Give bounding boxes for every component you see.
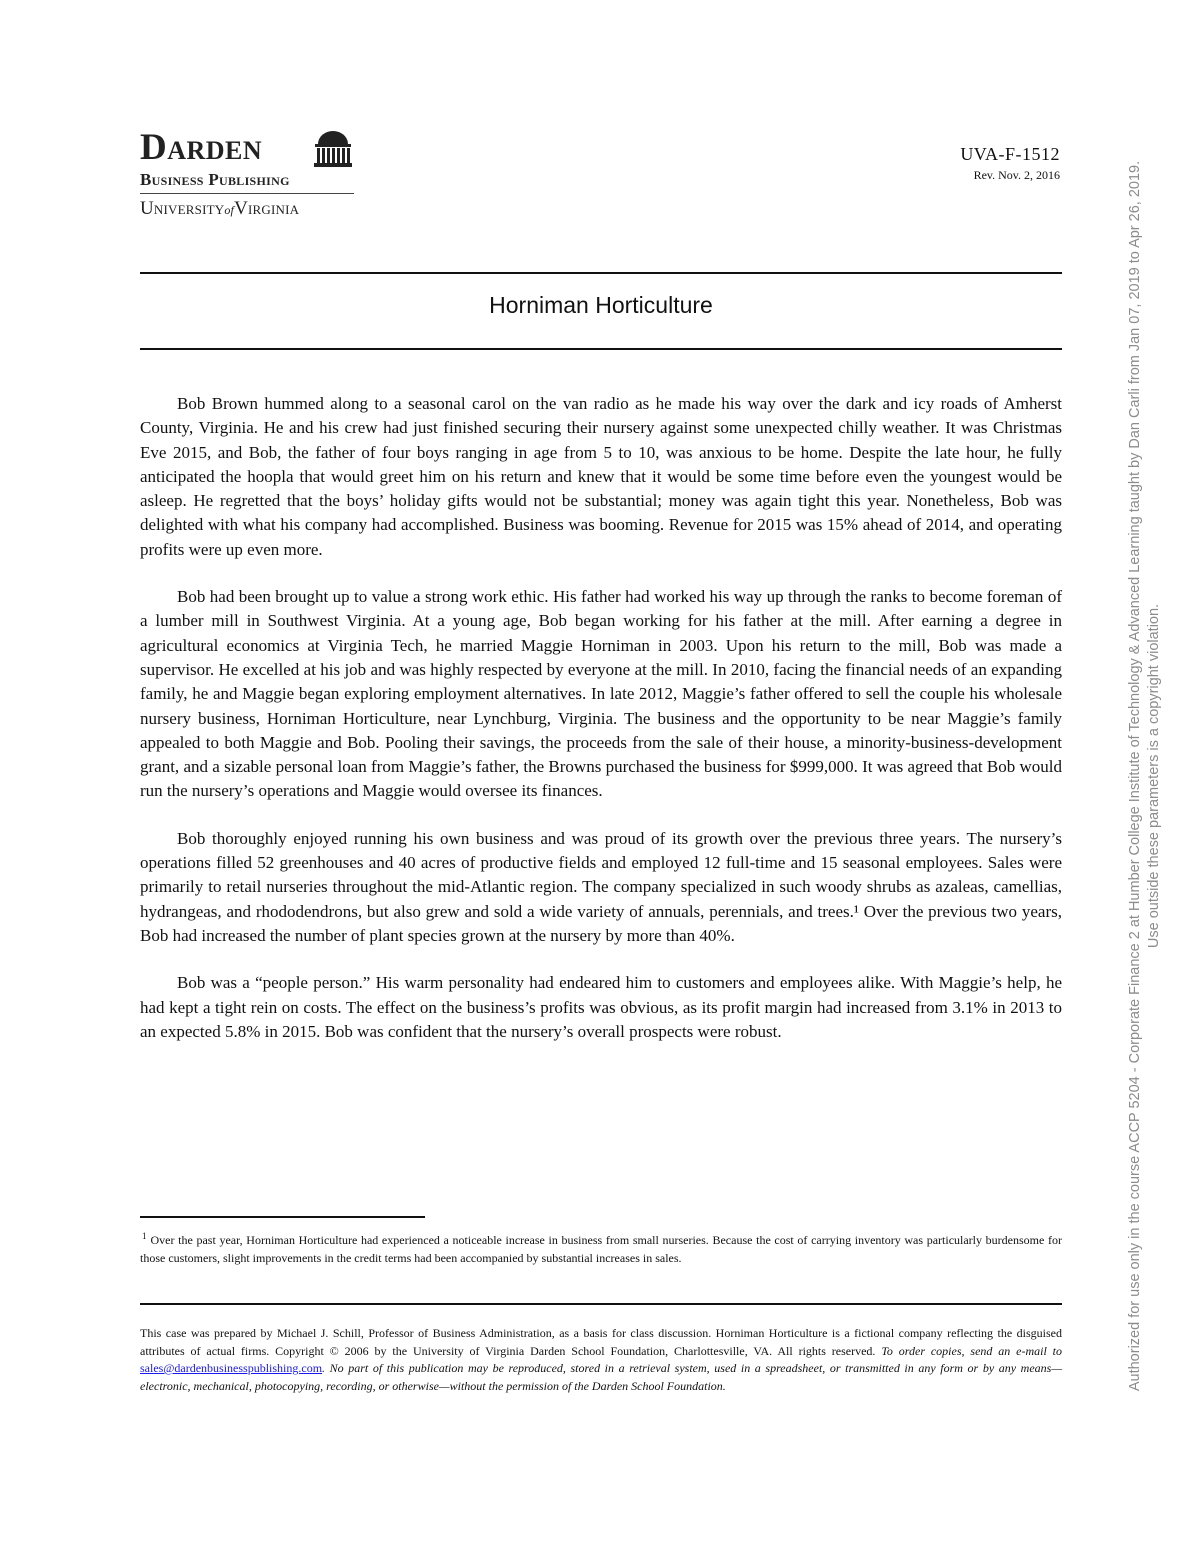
logo-business-publishing: Business Publishing <box>140 170 354 194</box>
darden-logo <box>140 128 370 220</box>
footnote-text: Over the past year, Horniman Horticulture had experienced a noticeable increase in business from small nurseries. Because the cost of carrying inventory was particularly burdensome for those customers, slight improvements in the credit terms had been accompanied by substantial increases in sales. <box>140 1233 1062 1265</box>
case-body <box>140 392 1062 1067</box>
logo-of: of <box>224 203 235 217</box>
paragraph: Bob had been brought up to value a strong work ethic. His father had worked his way up through the ranks to become foreman of a lumber mill in Southwest Virginia. At a young age, Bob began working for his father at the mill. After earning a degree in agricultural economics at Virginia Tech, he married Maggie Horniman in 2003. Upon his return to the mill, Bob was made a supervisor. He excelled at his job and was highly respected by everyone at the mill. In 2010, facing the financial needs of an expanding family, he and Maggie began exploring employment alternatives. In late 2012, Maggie’s father offered to sell the couple his wholesale nursery business, Horniman Horticulture, near Lynchburg, Virginia. The business and the opportunity to be near Maggie’s family appealed to both Maggie and Bob. Pooling their savings, the proceeds from the sale of their house, a minority-business-development grant, and a sizable personal loan from Maggie’s father, the Browns purchased the business for $999,000. It was agreed that Bob would run the nursery’s operations and Maggie would oversee its finances. <box>140 587 1062 801</box>
case-number-block <box>960 144 1060 183</box>
watermark-line-1: Authorized for use only in the course ACCP 5204 - Corporate Finance 2 at Humber College Institute of Technology & Advanced Learning taught by Dan Carli from Jan 07, 2019 to Apr 26, 2019. <box>1127 160 1143 1392</box>
page-title: Horniman Horticulture <box>489 292 713 318</box>
logo-university-of-virginia <box>140 198 370 220</box>
paragraph: Bob was a “people person.” His warm personality had endeared him to customers and employees alike. With Maggie’s help, he had kept a tight rein on costs. The effect on the business’s profits was obvious, as its profit margin had increased from 3.1% in 2013 to an expected 5.8% in 2015. Bob was confident that the nursery’s overall prospects were robust. <box>140 973 1062 1041</box>
footnote-number: 1 <box>142 1231 147 1241</box>
footnote <box>140 1228 1062 1267</box>
sales-email-link[interactable]: sales@dardenbusinesspublishing.com <box>140 1361 323 1375</box>
watermark-line-2: Use outside these parameters is a copyright violation. <box>1146 603 1162 949</box>
logo-darden-text: Darden <box>140 127 263 168</box>
logo-virginia: Virginia <box>234 198 300 219</box>
title-top-rule <box>140 272 1062 274</box>
logo-university: University <box>140 198 225 219</box>
preparation-note <box>140 1325 1062 1395</box>
case-id: UVA-F-1512 <box>960 144 1060 164</box>
paragraph: Bob thoroughly enjoyed running his own business and was proud of its growth over the previous three years. The nursery’s operations filled 52 greenhouses and 40 acres of productive fields and employed 12 full-time and 15 seasonal employees. Sales were primarily to retail nurseries throughout the mid-Atlantic region. The company specialized in such woody shrubs as azaleas, camellias, hydrangeas, and rhododendrons, but also grew and sold a wide variety of annuals, perennials, and trees.¹ Over the previous two years, Bob had increased the number of plant species grown at the nursery by more than 40%. <box>140 828 1062 945</box>
revision-date: Rev. Nov. 2, 2016 <box>973 168 1060 182</box>
rotunda-icon <box>312 130 354 168</box>
preparation-text: This case was prepared by Michael J. Schill, Professor of Business Administration, as a basis for class discussion. Horniman Horticulture is a fictional company reflecting the disguised attributes of actual firms. Copyright © 2006 by the University of Virginia Darden School Foundation, Charlottesville, VA. All rights reserved. <box>140 1326 1062 1358</box>
preparation-rule <box>140 1303 1062 1305</box>
footnote-separator <box>140 1216 425 1218</box>
title-bottom-rule <box>140 348 1062 350</box>
paragraph: Bob Brown hummed along to a seasonal carol on the van radio as he made his way over the dark and icy roads of Amherst County, Virginia. He and his crew had just finished securing their nursery against some unexpected chilly weather. It was Christmas Eve 2015, and Bob, the father of four boys ranging in age from 5 to 10, was anxious to be home. Despite the late hour, he fully anticipated the hoopla that would greet him on his return and knew that it would be some time before even the youngest would be asleep. He regretted that the boys’ holiday gifts would not be substantial; money was again tight this year. Nonetheless, Bob was delighted with what his company had accomplished. Business was booming. Revenue for 2015 was 15% ahead of 2014, and operating profits were up even more. <box>140 394 1062 559</box>
order-text: To order copies, send an e-mail to <box>881 1343 1063 1358</box>
reproduction-notice: . No part of this publication may be reproduced, stored in a retrieval system, used in a spreadsheet, or transmitted in any form or by any means—electronic, mechanical, photocopying, recording, or otherwise—without the permission of the Darden School Foundation. <box>140 1361 1062 1393</box>
authorization-watermark <box>1126 106 1164 1446</box>
